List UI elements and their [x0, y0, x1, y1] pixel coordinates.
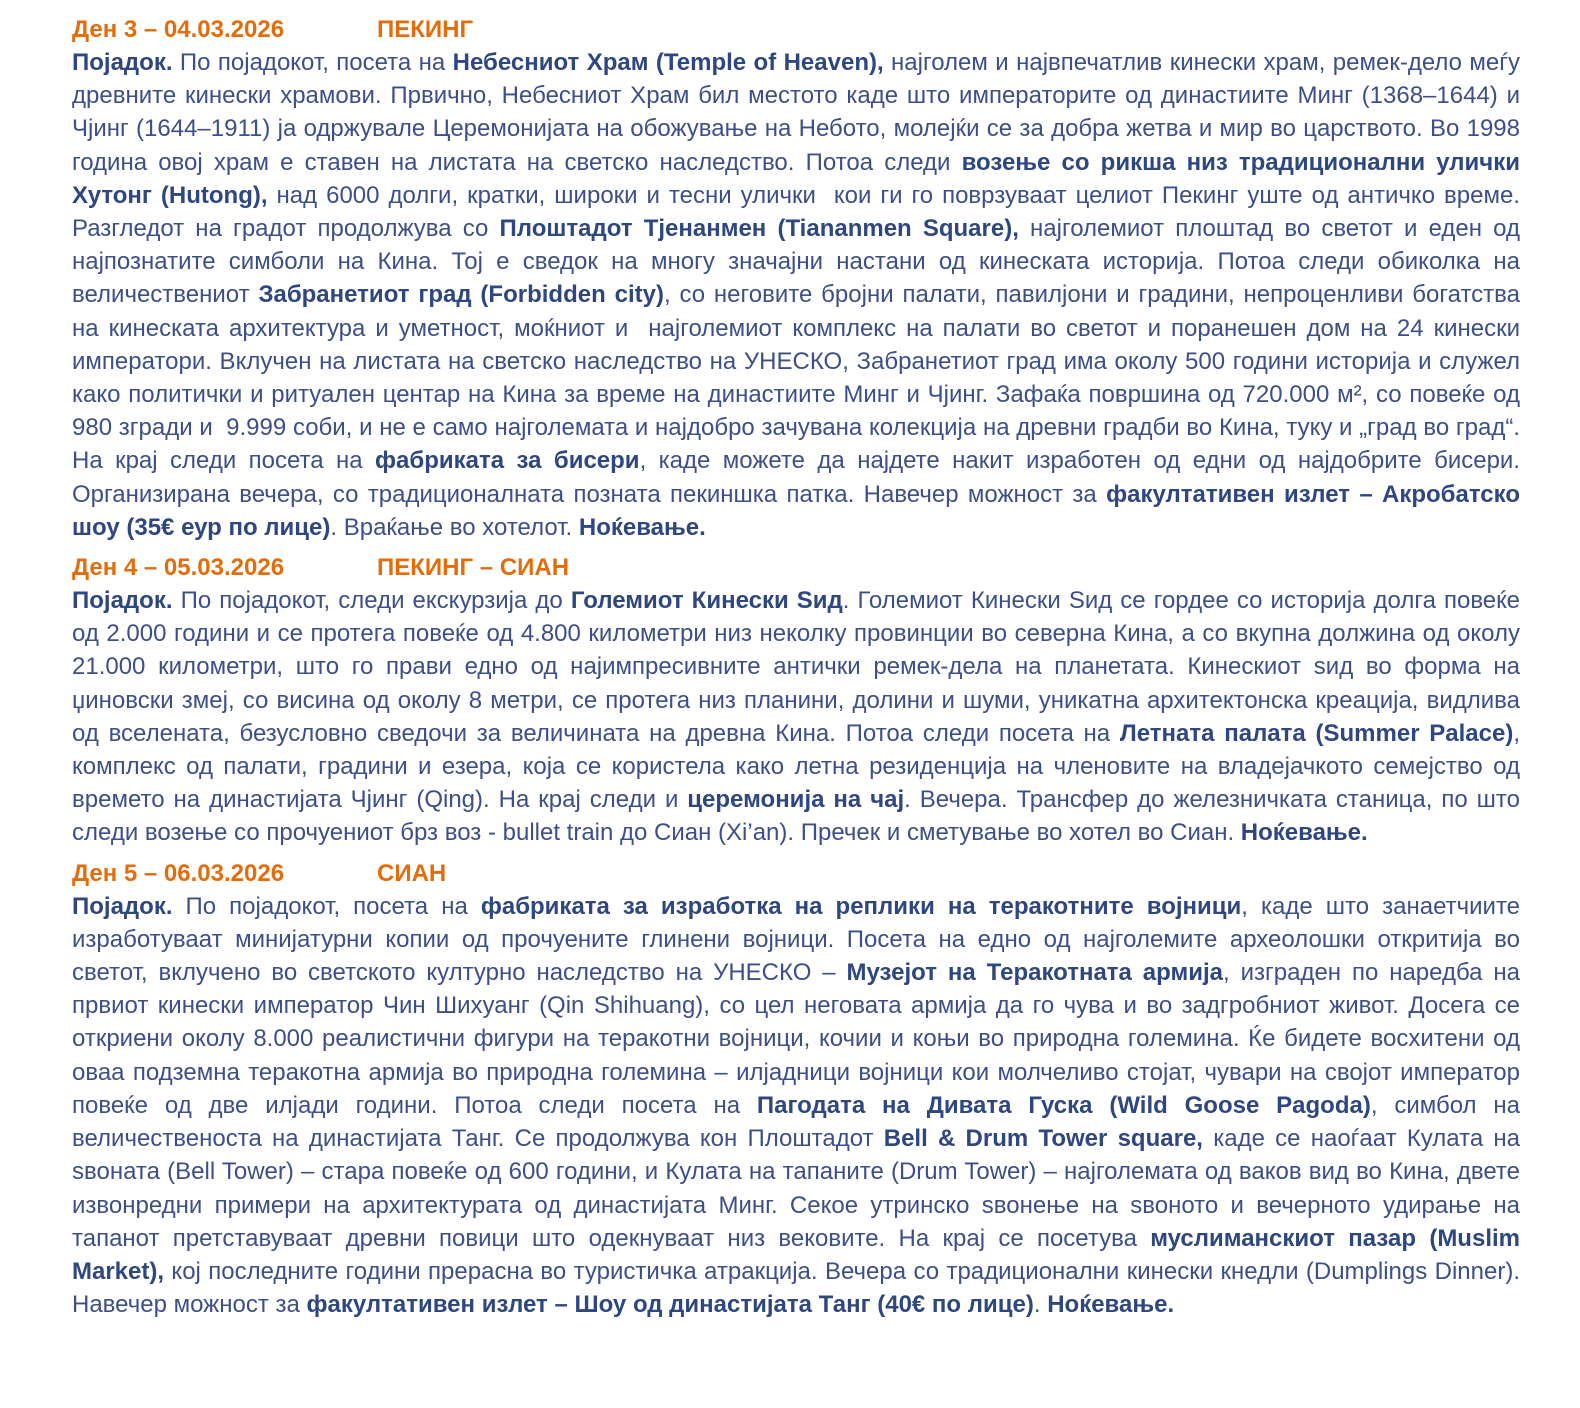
highlighted-text: Пагодата на Дивата Гуска (Wild Goose Pagoda) [756, 1091, 1371, 1119]
highlighted-text: Ноќевање. [1240, 819, 1368, 847]
highlighted-text: Ноќевање. [578, 513, 706, 541]
body-text: најголемиот плоштад во светот и еден од најпознатите симболи на Кина. Тој е сведок на многу значајни настани од кинеската историја. Потоа следи обиколка на величествениот [72, 215, 1527, 309]
day-section [72, 858, 1527, 1322]
highlighted-text: Небесниот Храм (Temple of Heaven), [452, 49, 884, 76]
highlighted-text: возење со рикша низ традиционални улички Хутонг (Hutong), [72, 148, 1527, 209]
highlighted-text: факултативен излет – Акробатско шоу (35€ еур по лице) [72, 480, 1527, 541]
body-text: најголем и највпечатлив кинески храм, ремек-дело меѓу древните кинески храмови. Првично, Небесниот Храм бил местото каде што императорите од династиите Минг (1368–1644) и Чјинг (1644–1911) ја одржувале Церемонијата на обожување на Небото, молејќи се за добра жетва и мир во царството. Во 1998 година овој храм е ставен на листата на светско наследство. Потоа следи [72, 49, 1527, 176]
body-text: , изграден по наредба на првиот кинески император Чин Шихуанг (Qin Shihuang), со цел неговата армија да го чува и во задгробниот живот. Досега се откриени околу 8.000 реалистични фигури на теракотни војници, кочии и коњи во природна големина. Ќе бидете восхитени од оваа подземна теракотна армија во природна големина – илјадници војници кои молчеливо стојат, чувари на својот император повеќе од две илјади години. Потоа следи посета на [72, 959, 1527, 1119]
highlighted-text: факултативен излет – Шоу од династијата Танг (40€ по лице) [306, 1291, 1034, 1319]
day-heading [72, 858, 1520, 890]
highlighted-text: Појадок. [72, 587, 173, 615]
body-text: , комплекс од палати, градини и езера, која се користела како летна резиденција на членовите на владејачкото семејство од времето на династијата Чјинг (Qing). На крај следи и [72, 719, 1527, 814]
day-city: ПЕКИНГ – СИАН [377, 554, 570, 582]
day-label: Ден 5 – 06.03.2026 [72, 859, 285, 887]
highlighted-text: церемонија на чај [687, 786, 905, 814]
highlighted-text: фабриката за изработка на реплики на теракотните војници [480, 892, 1242, 920]
body-text: каде се наоѓаат Кулата на ѕвоната (Bell Tower) – стара повеќе од 600 години, и Кулата на тапаните (Drum Tower) – најголемата од ваков вид во Кина, двете извонредни примери на архитектурата од династијата Минг. Секое утринско ѕвонење на ѕвоното и вечерното удирање на тапанот претставуваат древни повици што одекнуваат низ вековите. На крај се посетува [72, 1125, 1527, 1252]
highlighted-text: Плоштадот Тјенанмен (Tiananmen Square), [499, 215, 1019, 243]
body-text: кој последните години прерасна во туристичка атракција. Вечера со традиционални кинески кнедли (Dumplings Dinner). Навечер можност за [72, 1257, 1527, 1319]
day-section [72, 14, 1527, 544]
body-text: По појадокот, посета на [172, 49, 453, 76]
day-description [72, 890, 1527, 1322]
day-city: ПЕКИНГ [377, 16, 474, 43]
body-text: , каде можете да најдете накит изработен од едни од најдобрите бисери. Организирана вечера, со традиционалната позната пекиншка патка. Навечер можност за [72, 447, 1527, 508]
body-text: По појадокот, следи екскурзија до [172, 587, 571, 615]
highlighted-text: муслиманскиот пазар (Muslim Market), [72, 1224, 1527, 1285]
highlighted-text: Музејот на Теракотната армија [846, 959, 1224, 987]
day-heading [72, 552, 1520, 584]
body-text: над 6000 долги, кратки, широки и тесни улички кои ги го поврзуваат целиот Пекинг уште од античко време. Разгледот на градот продолжува со [72, 181, 1527, 243]
day-label: Ден 4 – 05.03.2026 [72, 554, 285, 582]
highlighted-text: фабриката за бисери [375, 447, 640, 475]
highlighted-text: Bell & Drum Tower square, [883, 1125, 1203, 1153]
body-text: , со неговите бројни палати, павилјони и градини, непроценливи богатства на кинеската архитектура и уметност, моќниот и најголемиот комплекс на палати во светот и поранешен дом на 24 кинески императори. Вклучен на листата на светско наследство на УНЕСКО, Забранетиот град има околу 500 години историја и служел како политички и ритуален центар на Кина за време на династиите Минг и Чјинг. Зафаќа површина од 720.000 м², со повеќе од 980 згради и 9.999 соби, и не е само најголемата и најдобро зачувана колекција на древни градби во Кина, туку и „град во град“. На крај следи посета на [72, 281, 1527, 475]
day-description [72, 46, 1527, 544]
highlighted-text: Појадок. [72, 49, 173, 76]
highlighted-text: Забранетиот град (Forbidden city) [258, 281, 664, 309]
body-text: По појадокот, посета на [172, 892, 481, 920]
day-label: Ден 3 – 04.03.2026 [72, 16, 285, 43]
body-text: , симбол на величественоста на династијата Танг. Се продолжува кон Плоштадот [72, 1091, 1527, 1153]
day-description [72, 584, 1527, 850]
body-text: . [1033, 1291, 1048, 1319]
day-heading [72, 14, 1520, 46]
day-city: СИАН [377, 859, 447, 887]
highlighted-text: Појадок. [72, 892, 173, 920]
body-text: . Големиот Кинески Ѕид се гордее со историја долга повеќе од 2.000 години и се протега повеќе од 4.800 километри низ неколку провинции во северна Кина, а со вкупна должина од околу 21.000 километри, што го прави едно од најимпресивните антички ремек-дела на планетата. Кинескиот ѕид во форма на џиновски змеј, со висина од околу 8 метри, се протега низ планини, долини и шуми, уникатна архитектонска креација, видлива од вселената, безусловно сведочи за величината на древна Кина. Потоа следи посета на [72, 587, 1527, 747]
body-text: . Враќање во хотелот. [330, 513, 579, 541]
highlighted-text: Големиот Кинески Ѕид [570, 587, 843, 615]
highlighted-text: Летната палата (Summer Palace) [1119, 719, 1514, 747]
day-section [72, 552, 1527, 850]
highlighted-text: Ноќевање. [1047, 1291, 1175, 1319]
body-text: . Вечера. Трансфер до железничката станица, по што следи возење со прочуениот брз воз - bullet train до Сиан (Xi’an). Пречек и сметување во хотел во Сиан. [72, 786, 1527, 847]
body-text: , каде што занаетчиите изработуваат минијатурни копии од прочуените глинени војници. Посета на едно од најголемите археолошки откритија во светот, вклучено во светското културно наследство на УНЕСКО – [72, 892, 1527, 987]
